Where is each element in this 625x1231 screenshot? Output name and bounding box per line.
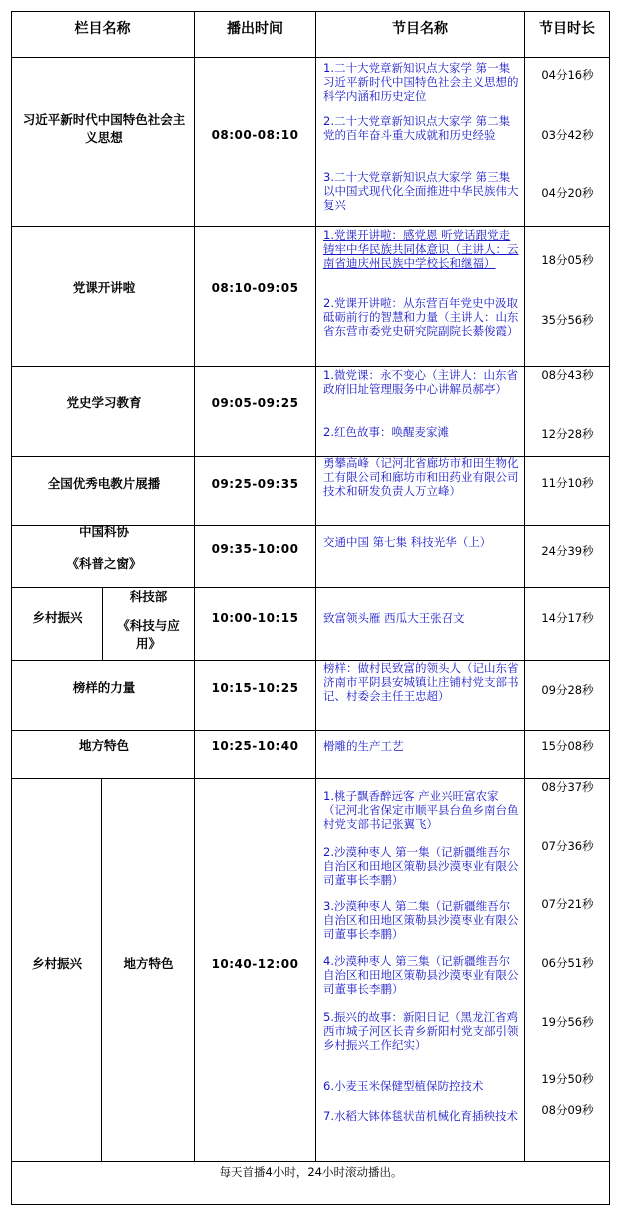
duration: 04分20秒 — [541, 186, 594, 200]
row-time: 08:10-09:05 — [211, 281, 299, 295]
row-column: 乡村振兴 — [31, 956, 82, 971]
duration: 14分17秒 — [541, 611, 594, 625]
program-item[interactable]: 致富领头雁 西瓜大王张召文 — [323, 611, 465, 625]
header-column: 栏目名称 — [74, 21, 131, 37]
row-column: 党课开讲啦 — [72, 280, 136, 295]
program-item[interactable]: 2.党课开讲啦：从东营百年党史中汲取砥砺前行的智慧和力量（主讲人：山东省东营市委党史研究院副院长綦俊霞） — [323, 296, 519, 338]
row-subcolumn-line: 科技部 — [129, 589, 168, 604]
program-item[interactable]: 1.二十大党章新知识点大家学 第一集 习近平新时代中国特色社会主义思想的科学内涵和历史定位 — [323, 61, 519, 103]
program-item[interactable]: 勇攀高峰（记河北省廊坊市和田生物化工有限公司和廊坊市和田药业有限公司技术和研发负责人万立峰） — [323, 456, 519, 498]
duration: 07分36秒 — [541, 839, 594, 853]
row-time: 10:15-10:25 — [211, 681, 299, 695]
duration: 04分16秒 — [541, 68, 594, 82]
duration: 15分08秒 — [541, 739, 594, 753]
duration: 07分21秒 — [541, 897, 594, 911]
header-duration: 节目时长 — [539, 21, 595, 37]
program-item[interactable]: 榜样：做村民致富的领头人（记山东省济南市平阴县安城镇让庄铺村党支部书记、村委会主任王忠超） — [323, 661, 519, 703]
duration: 08分43秒 — [541, 368, 594, 382]
duration: 35分56秒 — [541, 313, 594, 327]
program-item[interactable]: 2.沙漠种枣人 第一集（记新疆维吾尔自治区和田地区策勒县沙漠枣业有限公司董事长李鹏） — [323, 845, 519, 887]
header-time: 播出时间 — [227, 21, 283, 37]
header-program: 节目名称 — [392, 21, 448, 37]
program-item[interactable]: 3.二十大党章新知识点大家学 第三集 以中国式现代化全面推进中华民族伟大复兴 — [323, 170, 519, 212]
duration: 08分09秒 — [541, 1103, 594, 1117]
program-item[interactable]: 7.水稻大钵体毯状苗机械化育插秧技术 — [323, 1109, 518, 1123]
row-column: 地方特色 — [78, 738, 129, 753]
row-time: 10:40-12:00 — [211, 957, 299, 971]
program-item[interactable]: 1.微党课：永不变心（主讲人：山东省政府旧址管理服务中心讲解员郝亭） — [323, 368, 518, 396]
program-item[interactable]: 5.振兴的故事：新阳日记（黑龙江省鸡西市城子河区长青乡新阳村党支部引领乡村振兴工作纪实） — [323, 1010, 519, 1052]
row-column: 乡村振兴 — [32, 610, 83, 625]
program-item[interactable]: 1.党课开讲啦：感党恩 听党话跟党走 铸牢中华民族共同体意识（主讲人：云南省迪庆州民族中学校长和继福） — [323, 228, 519, 270]
footer-note: 每天首播4小时，24小时滚动播出。 — [219, 1165, 403, 1179]
duration: 08分37秒 — [541, 780, 594, 794]
row-column-line: 《科普之窗》 — [66, 556, 142, 571]
row-time: 09:35-10:00 — [211, 542, 299, 556]
program-item[interactable]: 6.小麦玉米保健型植保防控技术 — [323, 1079, 484, 1093]
row-column: 习近平新时代中国特色社会主义思想 — [22, 112, 186, 145]
duration: 03分42秒 — [541, 128, 594, 142]
program-item[interactable]: 4.沙漠种枣人 第三集（记新疆维吾尔自治区和田地区策勒县沙漠枣业有限公司董事长李鹏） — [323, 954, 519, 996]
row-column: 党史学习教育 — [66, 395, 142, 410]
program-item[interactable]: 3.沙漠种枣人 第二集（记新疆维吾尔自治区和田地区策勒县沙漠枣业有限公司董事长李鹏） — [323, 899, 519, 941]
row-time: 08:00-08:10 — [211, 128, 299, 142]
row-time: 09:25-09:35 — [211, 477, 299, 491]
row-time: 10:00-10:15 — [211, 611, 299, 625]
duration: 06分51秒 — [541, 956, 594, 970]
program-item[interactable]: 1.桃子飘香醉远客 产业兴旺富农家（记河北省保定市顺平县台鱼乡南台鱼村党支部书记张翼飞） — [323, 789, 519, 831]
program-item[interactable]: 2.二十大党章新知识点大家学 第二集 党的百年奋斗重大成就和历史经验 — [323, 114, 511, 142]
duration: 09分28秒 — [541, 683, 594, 697]
duration: 24分39秒 — [541, 544, 594, 558]
row-column-line: 中国科协 — [78, 524, 129, 539]
row-subcolumn: 地方特色 — [123, 956, 174, 971]
row-time: 10:25-10:40 — [211, 739, 299, 753]
duration: 18分05秒 — [541, 253, 594, 267]
row-column: 榜样的力量 — [72, 680, 136, 695]
duration: 19分56秒 — [541, 1015, 594, 1029]
duration: 12分28秒 — [541, 427, 594, 441]
program-item[interactable]: 交通中国 第七集 科技光华（上） — [323, 535, 492, 549]
row-column: 全国优秀电教片展播 — [47, 476, 161, 491]
row-subcolumn-line: 《科技与应用》 — [117, 618, 180, 651]
program-item[interactable]: 榾雕的生产工艺 — [323, 739, 404, 753]
program-item[interactable]: 2.红色故事：唤醒麦家滩 — [323, 425, 449, 439]
duration: 19分50秒 — [541, 1072, 594, 1086]
duration: 11分10秒 — [541, 476, 594, 490]
row-time: 09:05-09:25 — [211, 396, 299, 410]
